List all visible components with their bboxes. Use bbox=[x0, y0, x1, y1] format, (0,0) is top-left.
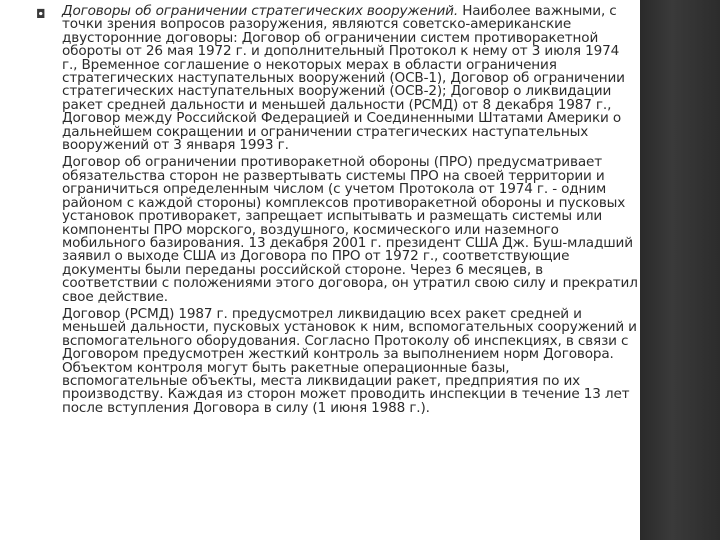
text-content bbox=[62, 5, 638, 415]
paragraph-1 bbox=[62, 5, 638, 152]
bullet-icon: ◘ bbox=[36, 7, 46, 21]
side-band bbox=[640, 0, 720, 540]
paragraph-1-text: Наиболее важными, с точки зрения вопросов разоружения, являются советско-американские двусторонние договоры: Договор об ограничении систем противоракетной обороты от 26 мая 1972 г. и дополнительный Протокол к нему от 3 июля 1974 г., Временное соглашение о некоторых мерах в области ограничения стратегических наступательных вооружений (ОСВ-1), Договор об ограничении стратегических наступательных вооружений (ОСВ-2); Договор о ликвидации ракет средней дальности и меньшей дальности (РСМД) от 8 декабря 1987 г., Договор между Российской Федерацией и Соединенными Штатами Америки о дальнейшем сокращении и ограничении стратегических наступательных вооружений от 3 января 1993 г. bbox=[62, 3, 625, 154]
paragraph-3: Договор (РСМД) 1987 г. предусмотрел ликвидацию всех ракет средней и меньшей дальности, пусковых установок к ним, вспомогательных сооружений и вспомогательного оборудования. Согласно Протоколу об инспекциях, в связи с Договором предусмотрен жесткий контроль за выполнением норм Договора. Объектом контроля могут быть ракетные операционные базы, вспомогательные объекты, места ликвидации ракет, предприятия по их производству. Каждая из сторон может проводить инспекции в течение 13 лет после вступления Договора в силу (1 июня 1988 г.). bbox=[62, 305, 637, 416]
paragraph-1-title: Договоры об ограничении стратегических вооружений. bbox=[62, 3, 459, 19]
paragraph-2: Договор об ограничении противоракетной обороны (ПРО) предусматривает обязательства сторон не развертывать системы ПРО на своей территории и ограничиться определенным числом (с учетом Протокола от 1974 г. - одним районом с каждой стороны) комплексов противоракетной обороны и пусковых установок противоракет, запрещает испытывать и размещать системы или компоненты ПРО морского, воздушного, космического или наземного мобильного базирования. 13 декабря 2001 г. президент США Дж. Буш-младший заявил о выходе США из Договора по ПРО от 1972 г., соответствующие документы были переданы российской стороне. Через 6 месяцев, в соответствии с положениями этого договора, он утратил свою силу и прекратил свое действие. bbox=[62, 154, 638, 305]
